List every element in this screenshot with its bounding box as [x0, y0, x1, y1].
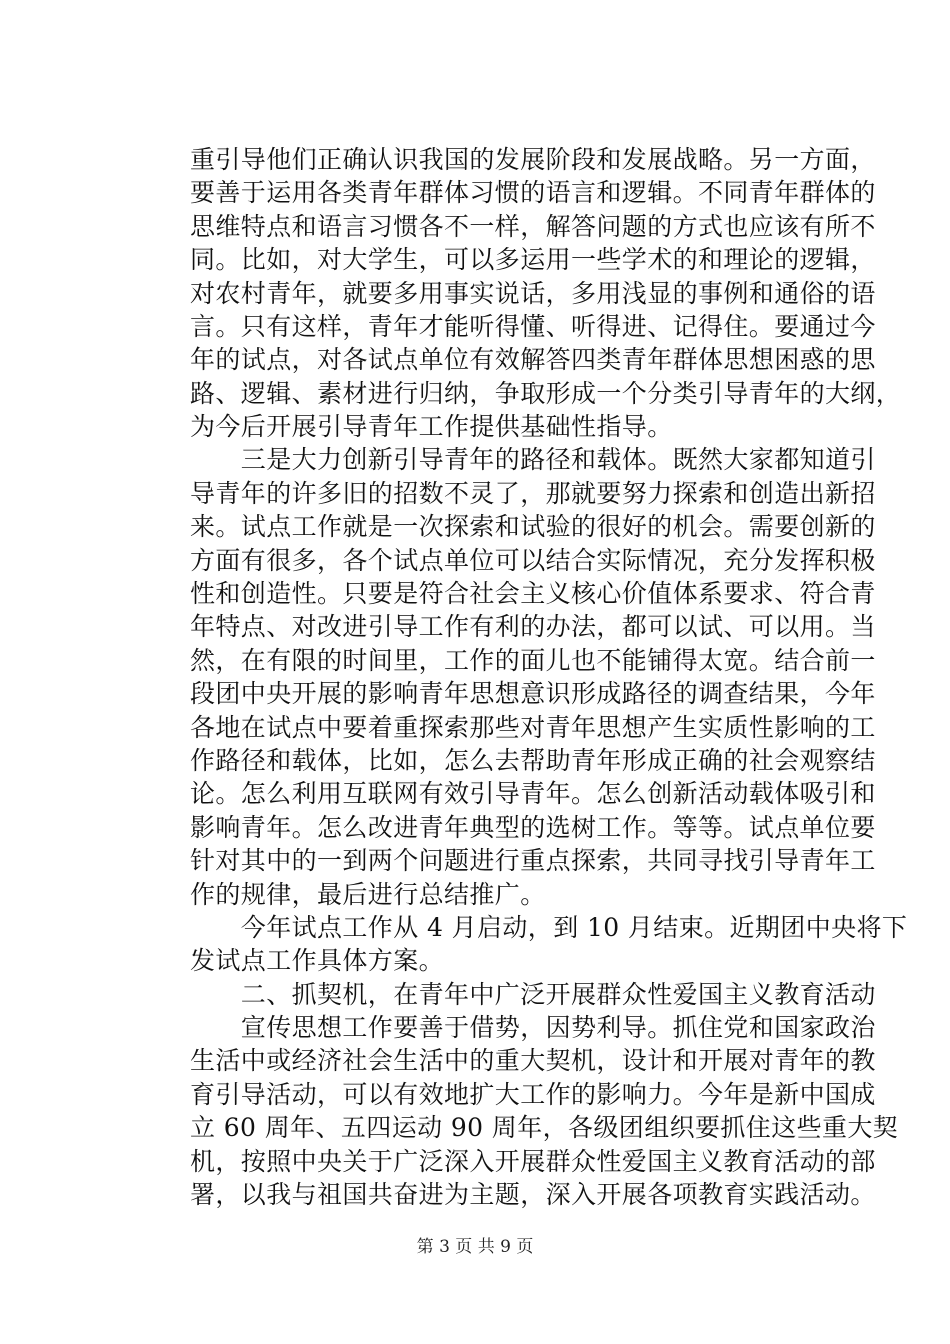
text-line: 宣传思想工作要善于借势，因势利导。抓住党和国家政治 — [190, 1013, 876, 1043]
text-line: 年的试点，对各试点单位有效解答四类青年群体思想困惑的思 — [190, 345, 876, 375]
text-line: 来。试点工作就是一次探索和试验的很好的机会。需要创新的 — [190, 512, 876, 542]
page-footer: 第 3 页 共 9 页 — [416, 1237, 534, 1257]
text-line: 作的规律，最后进行总结推广。 — [190, 879, 546, 909]
text-line: 论。怎么利用互联网有效引导青年。怎么创新活动载体吸引和 — [190, 779, 876, 809]
text-line: 方面有很多，各个试点单位可以结合实际情况，充分发挥积极 — [190, 545, 876, 575]
text-line: 今年试点工作从 4 月启动，到 10 月结束。近期团中央将下 — [190, 912, 908, 942]
text-line: 思维特点和语言习惯各不一样，解答问题的方式也应该有所不 — [190, 211, 876, 241]
text-line: 署，以我与祖国共奋进为主题，深入开展各项教育实践活动。 — [190, 1180, 876, 1209]
text-line: 影响青年。怎么改进青年典型的选树工作。等等。试点单位要 — [190, 812, 876, 842]
text-line: 机，按照中央关于广泛深入开展群众性爱国主义教育活动的部 — [190, 1146, 876, 1176]
text-line: 各地在试点中要着重探索那些对青年思想产生实质性影响的工 — [190, 712, 876, 742]
text-line: 段团中央开展的影响青年思想意识形成路径的调查结果，今年 — [190, 679, 876, 709]
text-line: 针对其中的一到两个问题进行重点探索，共同寻找引导青年工 — [190, 846, 876, 876]
text-line: 育引导活动，可以有效地扩大工作的影响力。今年是新中国成 — [190, 1079, 876, 1109]
text-line: 导青年的许多旧的招数不灵了，那就要努力探索和创造出新招 — [190, 478, 876, 508]
text-line: 作路径和载体，比如，怎么去帮助青年形成正确的社会观察结 — [190, 745, 876, 775]
text-line: 言。只有这样，青年才能听得懂、听得进、记得住。要通过今 — [190, 311, 876, 341]
text-line: 发试点工作具体方案。 — [190, 946, 445, 976]
text-line: 然，在有限的时间里，工作的面儿也不能铺得太宽。结合前一 — [190, 645, 876, 675]
text-line: 要善于运用各类青年群体习惯的语言和逻辑。不同青年群体的 — [190, 178, 876, 208]
text-line: 立 60 周年、五四运动 90 周年，各级团组织要抓住这些重大契 — [190, 1113, 899, 1143]
text-line: 同。比如，对大学生，可以多运用一些学术的和理论的逻辑， — [190, 245, 876, 275]
text-line: 年特点、对改进引导工作有利的办法，都可以试、可以用。当 — [190, 612, 876, 642]
text-line: 性和创造性。只要是符合社会主义核心价值体系要求、符合青 — [190, 579, 876, 609]
text-line: 对农村青年，就要多用事实说话，多用浅显的事例和通俗的语 — [190, 278, 876, 308]
text-line: 三是大力创新引导青年的路径和载体。既然大家都知道引 — [190, 445, 876, 475]
text-line: 生活中或经济社会生活中的重大契机，设计和开展对青年的教 — [190, 1046, 876, 1076]
text-line: 为今后开展引导青年工作提供基础性指导。 — [190, 412, 673, 442]
text-line: 重引导他们正确认识我国的发展阶段和发展战略。另一方面， — [190, 145, 876, 174]
section-heading: 二、抓契机，在青年中广泛开展群众性爱国主义教育活动 — [190, 979, 876, 1009]
text-line: 路、逻辑、素材进行归纳，争取形成一个分类引导青年的大纲， — [190, 378, 902, 408]
